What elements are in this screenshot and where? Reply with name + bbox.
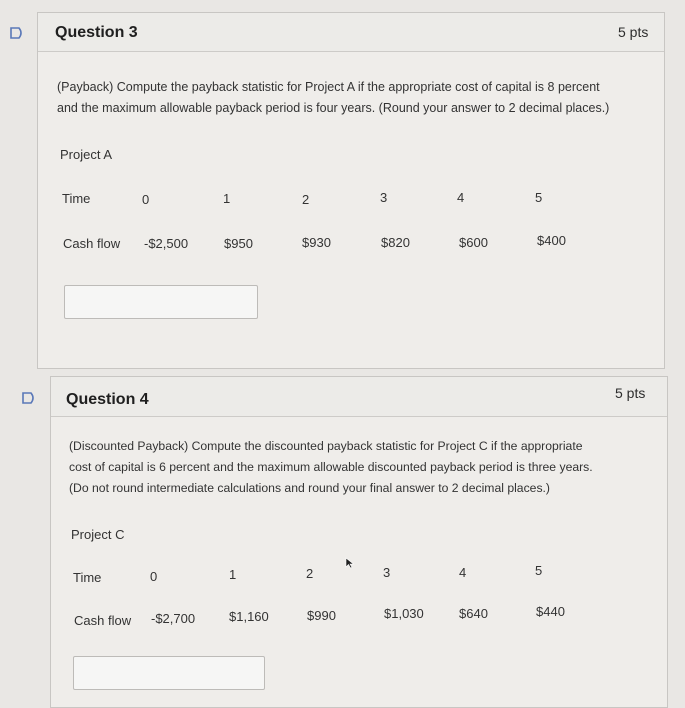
question-4-card [50, 376, 668, 708]
question-3-title: Question 3 [55, 24, 138, 41]
question-4-prompt-line-1: (Discounted Payback) Compute the discounted payback statistic for Project C if the appropriate [69, 439, 583, 453]
question-4-cashflow-label: Cash flow [74, 613, 132, 628]
q4-cashflow-1: $1,160 [229, 609, 269, 624]
q4-time-0: 0 [150, 569, 158, 584]
q3-time-5: 5 [535, 190, 543, 205]
q3-cashflow-5: $400 [537, 233, 566, 248]
question-3-card [37, 12, 665, 369]
question-3-prompt-line-1: (Payback) Compute the payback statistic for Project A if the appropriate cost of capital is 8 percent [57, 80, 600, 94]
q3-time-2: 2 [302, 192, 310, 207]
question-4-prompt-line-3: (Do not round intermediate calculations and round your final answer to 2 decimal places.) [69, 481, 550, 495]
q3-cashflow-2: $930 [302, 235, 331, 250]
question-4-answer-input[interactable] [73, 656, 265, 690]
q4-time-3: 3 [383, 565, 391, 580]
q3-cashflow-3: $820 [381, 235, 410, 250]
question-4-time-label: Time [73, 570, 102, 585]
q4-time-2: 2 [306, 566, 314, 581]
question-4-project-label: Project C [71, 527, 125, 542]
q3-cashflow-1: $950 [224, 236, 253, 251]
q4-cashflow-3: $1,030 [384, 606, 424, 621]
q3-time-1: 1 [223, 191, 231, 206]
question-4-title: Question 4 [66, 391, 149, 408]
flag-question-3-icon[interactable] [10, 27, 24, 39]
q4-time-1: 1 [229, 567, 237, 582]
q4-time-4: 4 [459, 565, 467, 580]
question-4-prompt-line-2: cost of capital is 6 percent and the maximum allowable discounted payback period is three years. [69, 460, 593, 474]
question-3-cashflow-label: Cash flow [63, 236, 121, 251]
q3-time-0: 0 [142, 192, 150, 207]
q3-time-3: 3 [380, 190, 388, 205]
question-3-time-label: Time [62, 191, 91, 206]
question-3-answer-input[interactable] [64, 285, 258, 319]
q3-time-4: 4 [457, 190, 465, 205]
question-3-project-label: Project A [60, 147, 113, 162]
q4-time-5: 5 [535, 563, 543, 578]
mouse-cursor-icon [345, 557, 355, 569]
q4-cashflow-2: $990 [307, 608, 336, 623]
question-3-prompt-line-2: and the maximum allowable payback period is four years. (Round your answer to 2 decimal places.) [57, 101, 610, 115]
question-3-points: 5 pts [618, 24, 649, 40]
q3-cashflow-4: $600 [459, 235, 488, 250]
q3-cashflow-0: -$2,500 [144, 236, 189, 251]
q4-cashflow-0: -$2,700 [151, 611, 196, 626]
flag-question-4-icon[interactable] [22, 392, 36, 404]
question-4-points: 5 pts [615, 385, 646, 401]
q4-cashflow-5: $440 [536, 604, 565, 619]
q4-cashflow-4: $640 [459, 606, 488, 621]
